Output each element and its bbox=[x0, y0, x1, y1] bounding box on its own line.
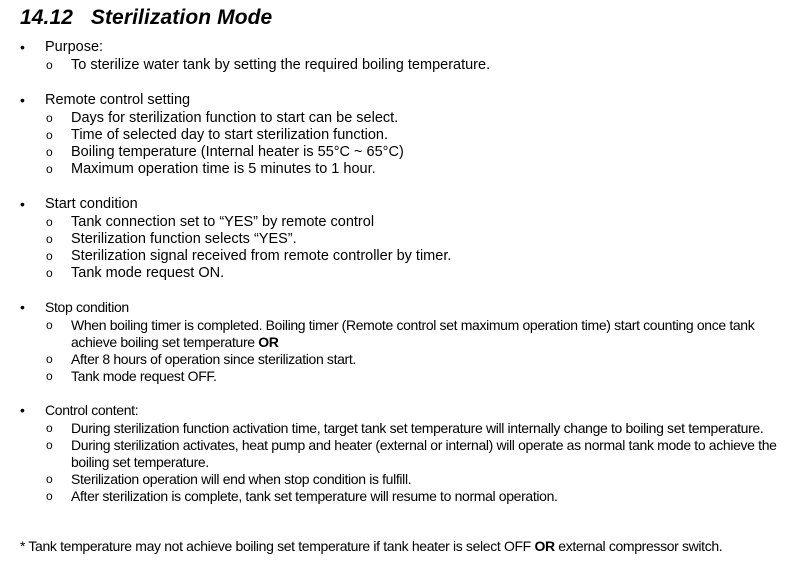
sub-item-text: Sterilization operation will end when stop condition is fulfill. bbox=[71, 471, 412, 487]
sub-bullet-icon: o bbox=[46, 352, 53, 366]
or-emphasis: OR bbox=[258, 334, 279, 350]
sub-bullet-icon: o bbox=[46, 421, 53, 435]
sub-item bbox=[0, 437, 800, 471]
sub-bullet-icon: o bbox=[46, 369, 53, 383]
sub-item bbox=[0, 110, 800, 127]
sub-item-text: Sterilization signal received from remote controller by timer. bbox=[71, 248, 452, 264]
sub-item bbox=[0, 317, 800, 351]
sub-item-text: Tank mode request ON. bbox=[71, 265, 225, 281]
sub-item bbox=[0, 57, 800, 74]
sub-item-text-main: When boiling timer is completed. Boiling timer (Remote control set maximum operation time) start counting once tank achieve boiling set temperature bbox=[71, 317, 755, 350]
bullet-icon: • bbox=[20, 299, 25, 315]
bullet-item bbox=[0, 195, 800, 214]
bullet-item bbox=[0, 298, 800, 317]
sub-item-text: To sterilize water tank by setting the required boiling temperature. bbox=[71, 57, 491, 73]
sub-bullet-icon: o bbox=[46, 111, 53, 125]
sub-item-text: Time of selected day to start sterilization function. bbox=[71, 127, 388, 143]
sub-item bbox=[0, 161, 800, 178]
bullet-item bbox=[0, 91, 800, 110]
sub-item-text: Boiling temperature (Internal heater is 55°C ~ 65°C) bbox=[71, 144, 404, 160]
sub-item bbox=[0, 231, 800, 248]
sub-bullet-icon: o bbox=[46, 489, 53, 503]
section-stop-condition bbox=[0, 298, 800, 385]
sub-item bbox=[0, 471, 800, 488]
sub-bullet-icon: o bbox=[46, 266, 53, 280]
sub-item bbox=[0, 214, 800, 231]
footnote bbox=[20, 538, 780, 555]
sub-bullet-icon: o bbox=[46, 438, 53, 452]
bullet-icon: • bbox=[20, 402, 25, 418]
sub-bullet-icon: o bbox=[46, 58, 53, 72]
sub-bullet-icon: o bbox=[46, 318, 53, 332]
bullet-icon: • bbox=[20, 39, 25, 55]
footnote-or-emphasis: OR bbox=[534, 538, 555, 554]
sub-item bbox=[0, 127, 800, 144]
sub-item-text: Tank mode request OFF. bbox=[71, 368, 217, 384]
bullet-label: Purpose: bbox=[45, 39, 104, 55]
sub-item-text: Days for sterilization function to start can be select. bbox=[71, 110, 399, 126]
section-start-condition bbox=[0, 195, 800, 282]
bullet-icon: • bbox=[20, 92, 25, 108]
sub-item-text: Tank connection set to “YES” by remote control bbox=[71, 214, 375, 230]
sub-item bbox=[0, 265, 800, 282]
sub-item-text: After sterilization is complete, tank set temperature will resume to normal operation. bbox=[71, 488, 558, 504]
sub-item bbox=[0, 488, 800, 505]
bullet-label: Remote control setting bbox=[45, 92, 191, 108]
section-control-content bbox=[0, 401, 800, 505]
sub-item-text: During sterilization function activation time, target tank set temperature will internally change to boiling set temperature. bbox=[71, 420, 764, 436]
sub-item bbox=[0, 420, 800, 437]
section-purpose bbox=[0, 38, 800, 74]
bullet-label: Start condition bbox=[45, 196, 138, 212]
sub-bullet-icon: o bbox=[46, 162, 53, 176]
footnote-prefix: * Tank temperature may not achieve boiling set temperature if tank heater is select OFF bbox=[20, 538, 535, 554]
bullet-item bbox=[0, 38, 800, 57]
bullet-label: Control content: bbox=[45, 402, 139, 418]
sub-bullet-icon: o bbox=[46, 232, 53, 246]
sub-bullet-icon: o bbox=[46, 249, 53, 263]
sub-item-text: After 8 hours of operation since sterilization start. bbox=[71, 351, 356, 367]
sub-bullet-icon: o bbox=[46, 128, 53, 142]
section-title: 14.12 Sterilization Mode bbox=[20, 6, 273, 29]
footnote-suffix: external compressor switch. bbox=[554, 538, 723, 554]
sub-item-text: During sterilization activates, heat pump and heater (external or internal) will operate as normal tank mode to achieve the boiling set temperature. bbox=[71, 437, 777, 470]
section-remote-control-setting bbox=[0, 91, 800, 178]
sub-item bbox=[0, 144, 800, 161]
bullet-icon: • bbox=[20, 196, 25, 212]
sub-item-text: Maximum operation time is 5 minutes to 1 hour. bbox=[71, 161, 376, 177]
sub-item-text bbox=[71, 317, 780, 351]
bullet-label: Stop condition bbox=[45, 299, 129, 315]
sub-bullet-icon: o bbox=[46, 472, 53, 486]
sub-item bbox=[0, 368, 800, 385]
bullet-item bbox=[0, 401, 800, 420]
sub-item-text: Sterilization function selects “YES”. bbox=[71, 231, 297, 247]
sub-bullet-icon: o bbox=[46, 215, 53, 229]
sub-item bbox=[0, 248, 800, 265]
sub-item bbox=[0, 351, 800, 368]
sub-bullet-icon: o bbox=[46, 145, 53, 159]
